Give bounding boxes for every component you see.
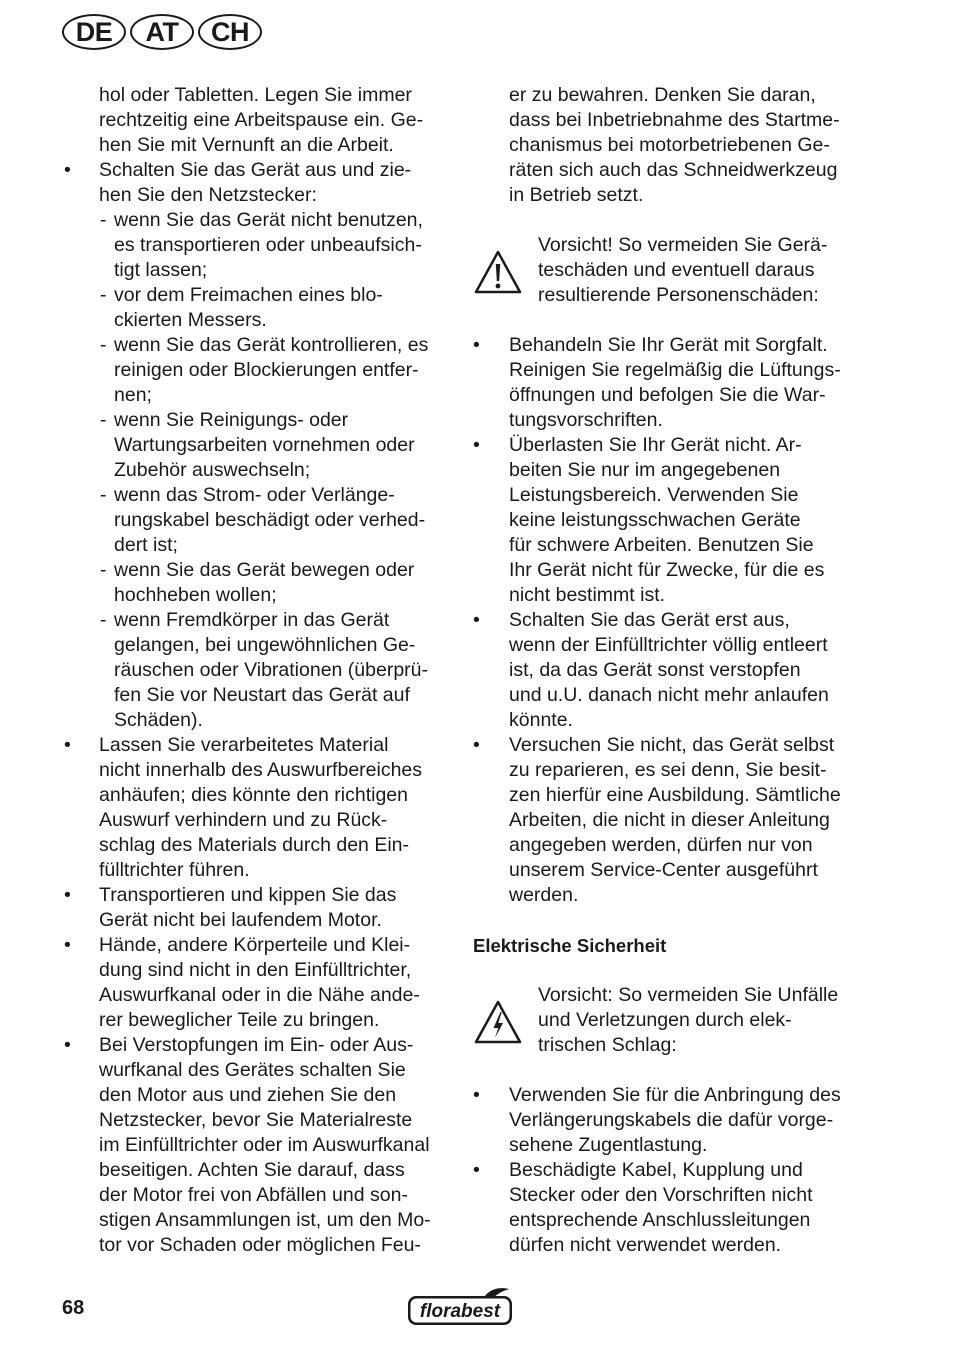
text-line: Reinigen Sie regelmäßig die Lüftungs- — [509, 359, 841, 381]
country-badges — [62, 14, 262, 50]
text-line: Vorsicht: So vermeiden Sie Unfälle — [538, 984, 839, 1006]
text-line: resultierende Personenschäden: — [538, 284, 819, 306]
text-line: unserem Service-Center ausgeführt — [509, 859, 818, 881]
text-line: im Einfülltrichter oder im Auswurfkanal — [99, 1134, 430, 1156]
text-line: zen hierfür eine Ausbildung. Sämtliche — [509, 784, 841, 806]
bullet-item: • Schalten Sie das Gerät aus und zie- — [62, 158, 452, 183]
text-line: in Betrieb setzt. — [509, 184, 644, 206]
text-line: dung sind nicht in den Einfülltrichter, — [99, 959, 412, 981]
text-line: Verlängerungskabels die dafür vorge- — [509, 1109, 834, 1131]
section-heading: Elektrische Sicherheit — [473, 935, 667, 956]
text-line: dürfen nicht verwendet werden. — [509, 1234, 782, 1256]
bullet-item: • Bei Verstopfungen im Ein- oder Aus- — [62, 1033, 452, 1058]
text-line: Stecker oder den Vorschriften nicht — [509, 1184, 813, 1206]
text-line: hen Sie mit Vernunft an die Arbeit. — [99, 134, 394, 156]
text-line: chanismus bei motorbetriebenen Ge- — [509, 134, 830, 156]
text-line: entsprechende Anschlussleitungen — [509, 1209, 811, 1231]
text-line: Ihr Gerät nicht für Zwecke, für die es — [509, 559, 825, 581]
text-line: Zubehör auswechseln; — [114, 459, 311, 481]
country-badge-ch: CH — [198, 14, 262, 50]
text-line: Arbeiten, die nicht in dieser Anleitung — [509, 809, 830, 831]
text-line: tungsvorschriften. — [509, 409, 663, 431]
text-line: werden. — [509, 884, 579, 906]
text-line: den Motor aus und ziehen Sie den — [99, 1084, 397, 1106]
dash-item: - vor dem Freimachen eines blo- — [62, 283, 452, 308]
text-line: gelangen, bei ungewöhnlichen Ge- — [114, 634, 416, 656]
text-line: Vorsicht! So vermeiden Sie Gerä- — [538, 234, 828, 256]
text-line: teschäden und eventuell daraus — [538, 259, 815, 281]
text-line: sehene Zugentlastung. — [509, 1134, 708, 1156]
bullet-item: • Hände, andere Körperteile und Klei- — [62, 933, 452, 958]
text-line: beseitigen. Achten Sie darauf, dass — [99, 1159, 405, 1181]
text-line: Leistungsbereich. Verwenden Sie — [509, 484, 799, 506]
left-column — [62, 83, 452, 1258]
text-line: hen Sie den Netzstecker: — [99, 184, 317, 206]
text-line: trischen Schlag: — [538, 1034, 677, 1056]
bullet-item: • Lassen Sie verarbeitetes Material — [62, 733, 452, 758]
text-line: es transportieren oder unbeaufsich- — [114, 234, 422, 256]
dash-item: - wenn Fremdkörper in das Gerät — [62, 608, 452, 633]
text-line: Schäden). — [114, 709, 203, 731]
page-number: 68 — [62, 1297, 85, 1319]
right-column — [473, 83, 865, 1258]
text-line: beiten Sie nur im angegebenen — [509, 459, 781, 481]
bullet-item: • Schalten Sie das Gerät erst aus, — [473, 608, 865, 633]
text-line: anhäufen; dies könnte den richtigen — [99, 784, 408, 806]
electric-shock-warning-icon — [473, 999, 523, 1045]
text-line: stigen Ansammlungen ist, um den Mo- — [99, 1209, 431, 1231]
text-line: rechtzeitig eine Arbeitspause ein. Ge- — [99, 109, 424, 131]
text-line: ckierten Messers. — [114, 309, 267, 331]
text-line: hol oder Tabletten. Legen Sie immer — [99, 84, 412, 106]
bullet-item: • Versuchen Sie nicht, das Gerät selbst — [473, 733, 865, 758]
text-line: könnte. — [509, 709, 573, 731]
electric-shock-notice — [473, 983, 865, 1058]
text-line: Netzstecker, bevor Sie Materialreste — [99, 1109, 413, 1131]
text-line: nicht bestimmt ist. — [509, 584, 666, 606]
svg-text:florabest: florabest — [419, 1301, 501, 1322]
text-line: tor vor Schaden oder möglichen Feu- — [99, 1234, 421, 1256]
bullet-item: • Beschädigte Kabel, Kupplung und — [473, 1158, 865, 1183]
text-line: fen Sie vor Neustart das Gerät auf — [114, 684, 410, 706]
text-line: wenn der Einfülltrichter völlig entleert — [509, 634, 828, 656]
text-line: hochheben wollen; — [114, 584, 277, 606]
bullet-item: • Transportieren und kippen Sie das — [62, 883, 452, 908]
text-line: keine leistungsschwachen Geräte — [509, 509, 801, 531]
dash-item: - wenn Sie das Gerät nicht benutzen, — [62, 208, 452, 233]
text-line: angegeben werden, dürfen nur von — [509, 834, 813, 856]
text-line: tigt lassen; — [114, 259, 208, 281]
text-line: dert ist; — [114, 534, 178, 556]
dash-item: - wenn Sie das Gerät bewegen oder — [62, 558, 452, 583]
text-line: und u.U. danach nicht mehr anlaufen — [509, 684, 829, 706]
dash-item: - wenn Sie Reinigungs- oder — [62, 408, 452, 433]
text-line: Gerät nicht bei laufendem Motor. — [99, 909, 382, 931]
text-line: und Verletzungen durch elek- — [538, 1009, 792, 1031]
text-line: rer beweglicher Teile zu bringen. — [99, 1009, 380, 1031]
text-line: nen; — [114, 384, 152, 406]
dash-item: - wenn das Strom- oder Verlänge- — [62, 483, 452, 508]
text-line: schlag des Materials durch den Ein- — [99, 834, 409, 856]
text-line: ist, da das Gerät sonst verstopfen — [509, 659, 801, 681]
text-line: Wartungsarbeiten vornehmen oder — [114, 434, 415, 456]
text-line: Auswurf verhindern und zu Rück- — [99, 809, 388, 831]
text-line: wurfkanal des Gerätes schalten Sie — [99, 1059, 406, 1081]
dash-item: - wenn Sie das Gerät kontrollieren, es — [62, 333, 452, 358]
bullet-item: • Behandeln Sie Ihr Gerät mit Sorgfalt. — [473, 333, 865, 358]
text-line: räuschen oder Vibrationen (überprü- — [114, 659, 428, 681]
text-line: nicht innerhalb des Auswurfbereiches — [99, 759, 423, 781]
text-line: räten sich auch das Schneidwerkzeug — [509, 159, 838, 181]
text-line: öffnungen und befolgen Sie die War- — [509, 384, 826, 406]
text-line: er zu bewahren. Denken Sie daran, — [509, 84, 816, 106]
country-badge-de: DE — [62, 14, 126, 50]
text-line: fülltrichter führen. — [99, 859, 250, 881]
text-line: rungskabel beschädigt oder verhed- — [114, 509, 426, 531]
bullet-item: • Verwenden Sie für die Anbringung des — [473, 1083, 865, 1108]
text-line: der Motor frei von Abfällen und son- — [99, 1184, 408, 1206]
text-line: Auswurfkanal oder in die Nähe ande- — [99, 984, 420, 1006]
bullet-item: • Überlasten Sie Ihr Gerät nicht. Ar- — [473, 433, 865, 458]
florabest-logo — [405, 1286, 515, 1328]
text-line: dass bei Inbetriebnahme des Startme- — [509, 109, 840, 131]
caution-notice — [473, 233, 865, 308]
text-line: für schwere Arbeiten. Benutzen Sie — [509, 534, 814, 556]
country-badge-at: AT — [130, 14, 194, 50]
text-line: reinigen oder Blockierungen entfer- — [114, 359, 419, 381]
text-line: zu reparieren, es sei denn, Sie besit- — [509, 759, 827, 781]
warning-triangle-icon — [473, 249, 523, 295]
